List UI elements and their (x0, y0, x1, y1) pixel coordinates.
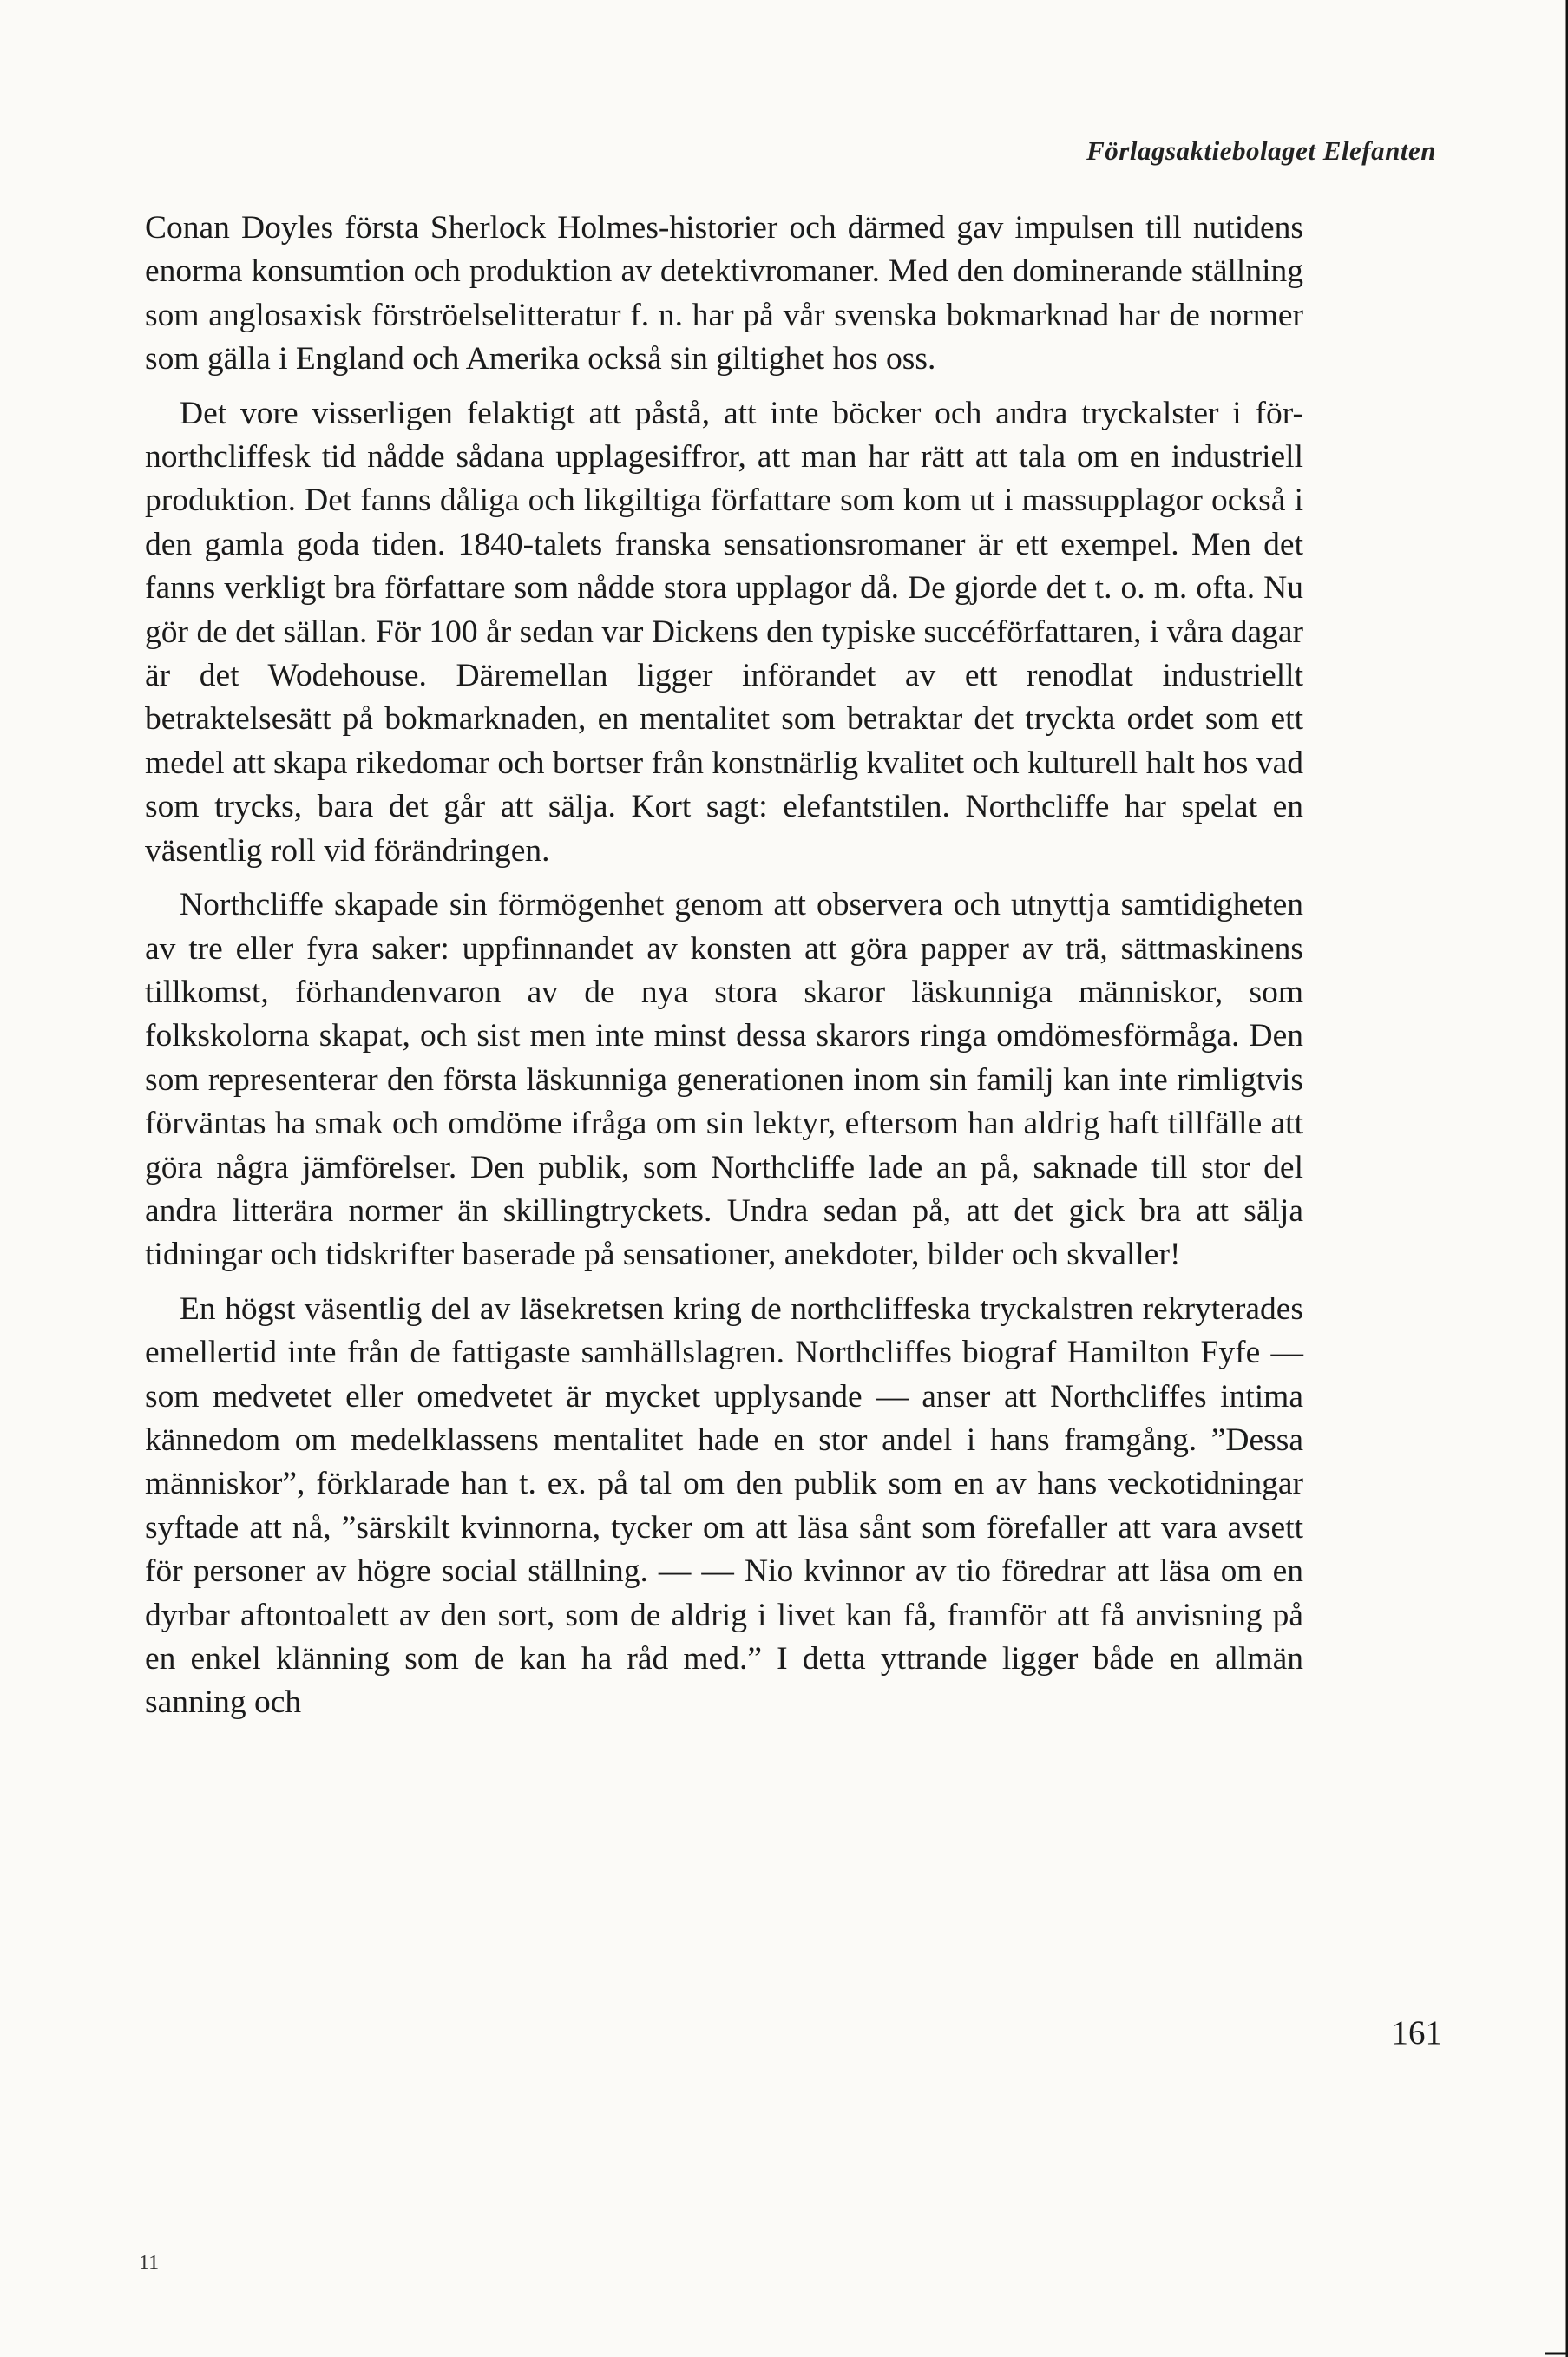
body-text (145, 207, 1303, 1736)
paragraph: En högst väsentlig del av läsekretsen kring de northcliffeska tryckalstren rekryterades emellertid inte från de fattigaste samhällslagren. Northcliffes biograf Hamilton Fyfe — som medvetet eller omedvetet är mycket upplysande — anser att Northcliffes intima kännedom om medelklassens mentalitet hade en stor andel i hans framgång. ”Dessa människor”, förklarade han t. ex. på tal om den publik som en av hans veckotidningar syftade att nå, ”särskilt kvinnorna, tycker om att läsa sånt som förefaller att vara avsett för personer av högre social ställning. — — Nio kvinnor av tio föredrar att läsa om en dyrbar aftontoalett av den sort, som de aldrig i livet kan få, framför att få anvisning på en enkel klänning som de kan ha råd med.” I detta yttrande ligger både en allmän sanning och (145, 1290, 1303, 1721)
signature-mark: 11 (139, 2252, 160, 2275)
paragraph: Det vore visserligen felaktigt att påstå, att inte böcker och andra tryckalster i för-northcliffesk tid nådde sådana upplagesiffror, att man har rätt att tala om en industriell produktion. Det fanns dåliga och likgiltiga författare som kom ut i massupplagor också i den gamla goda tiden. 1840-talets franska sensationsromaner är ett exempel. Men det fanns verkligt bra författare som nådde stora upplagor då. De gjorde det t. o. m. ofta. Nu gör de det sällan. För 100 år sedan var Dickens den typiske succéförfattaren, i våra dagar är det Wodehouse. Däremellan ligger införandet av ett renodlat industriellt betraktelsesätt på bokmarknaden, en mentalitet som betraktar det tryckta ordet som ett medel att skapa rikedomar och bortser från konstnärlig kvalitet och kulturell halt hos vad som trycks, bara det går att sälja. Kort sagt: elefantstilen. Northcliffe har spelat en väsentlig roll vid förändringen. (145, 395, 1303, 869)
running-head: Förlagsaktiebolaget Elefanten (1086, 135, 1436, 166)
paragraph: Northcliffe skapade sin förmögenhet genom att observera och utnyttja samtidigheten av tre eller fyra saker: uppfinnandet av konsten att göra papper av trä, sättmaskinens tillkomst, förhandenvaron av de nya stora skaror läskunniga människor, som folkskolorna skapat, och sist men inte minst dessa skarors ringa omdömesförmåga. Den som representerar den första läskunniga generationen inom sin familj kan inte rimligtvis förväntas ha smak och omdöme ifråga om sin lektyr, eftersom han aldrig haft tillfälle att göra några jämförelser. Den publik, som Northcliffe lade an på, saknade till stor del andra litterära normer än skillingtryckets. Undra sedan på, att det gick bra att sälja tidningar och tidskrifter baserade på sensationer, anekdoter, bilder och skvaller! (145, 887, 1303, 1273)
paragraph: Conan Doyles första Sherlock Holmes-historier och därmed gav impulsen till nutidens enorma konsumtion och produktion av detektivromaner. Med den dominerande ställning som anglosaxisk förströelselitteratur f. n. har på vår svenska bokmarknad har de normer som gälla i England och Amerika också sin giltighet hos oss. (145, 210, 1303, 378)
page-number: 161 (1391, 2014, 1442, 2052)
